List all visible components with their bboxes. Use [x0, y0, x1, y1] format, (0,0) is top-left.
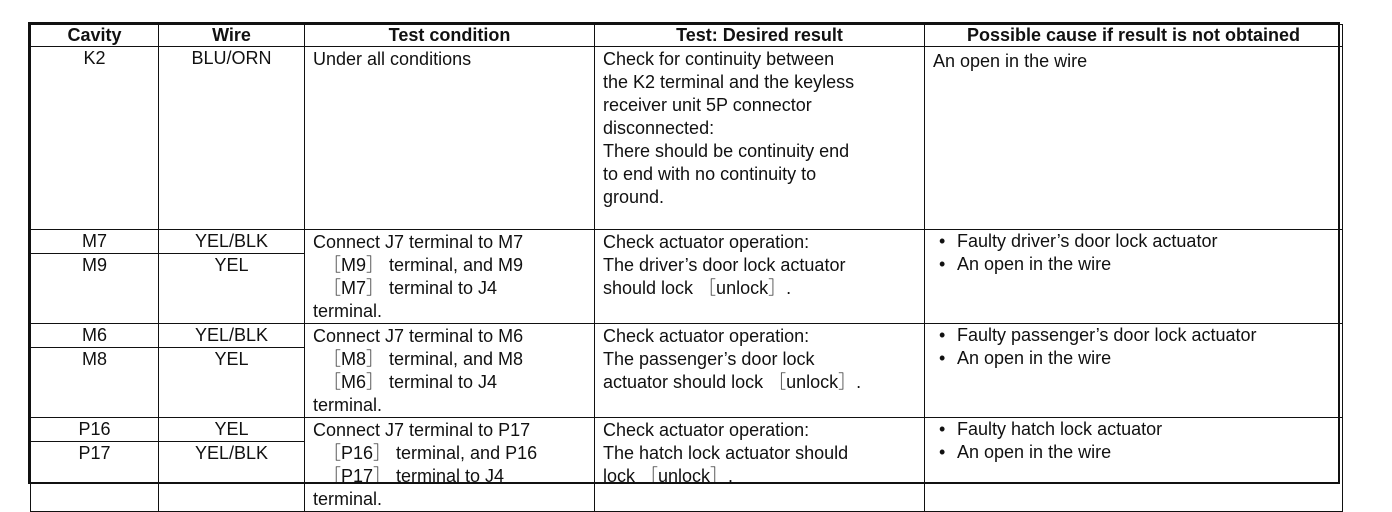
cavity-cell: [31, 230, 159, 324]
condition-line: ［M7］ terminal to J4: [323, 278, 498, 298]
condition-line: Under all conditions: [313, 49, 472, 69]
cause-item: • An open in the wire: [939, 347, 1342, 370]
condition-line: ［P17］ terminal to J4: [323, 466, 505, 486]
result-line: Check actuator operation:: [603, 420, 810, 440]
result-line: lock ［unlock］.: [603, 466, 734, 486]
cause-item: • Faulty hatch lock actuator: [939, 418, 1342, 441]
result-line: the K2 terminal and the keyless: [603, 72, 855, 92]
test-table: [30, 24, 1343, 512]
result-line: to end with no continuity to: [603, 164, 817, 184]
cause-item: • Faulty driver’s door lock actuator: [939, 230, 1342, 253]
wire-value: YEL: [214, 349, 249, 369]
result-line: ground.: [603, 187, 665, 207]
condition-line: Connect J7 terminal to M7: [313, 232, 524, 252]
result-cell: [595, 418, 925, 512]
table-row: [31, 230, 1343, 324]
cavity-cell: [31, 418, 159, 512]
wire-value: YEL: [159, 418, 304, 442]
result-line: The hatch lock actuator should: [603, 443, 849, 463]
result-line: The driver’s door lock actuator: [603, 255, 846, 275]
wire-value: YEL: [214, 255, 249, 275]
header-cavity: Cavity: [31, 25, 159, 47]
wire-cell: [159, 418, 305, 512]
result-cell: [595, 324, 925, 418]
cavity-value: M7: [31, 230, 158, 254]
result-cell: [595, 47, 925, 230]
cavity-cell: [31, 324, 159, 418]
wire-value: YEL/BLK: [159, 230, 304, 254]
test-table-sheet: [28, 22, 1340, 509]
condition-line: terminal.: [313, 301, 383, 321]
cause-cell: [925, 418, 1343, 512]
table-row: [31, 47, 1343, 230]
condition-cell: [305, 47, 595, 230]
header-wire: Wire: [159, 25, 305, 47]
condition-cell: [305, 230, 595, 324]
condition-line: terminal.: [313, 489, 383, 509]
cause-cell: [925, 230, 1343, 324]
table-row: [31, 418, 1343, 512]
header-possible-cause: Possible cause if result is not obtained: [925, 25, 1343, 47]
wire-value: YEL/BLK: [159, 324, 304, 348]
cavity-value: K2: [83, 48, 106, 68]
wire-value: BLU/ORN: [191, 48, 272, 68]
condition-cell: [305, 418, 595, 512]
result-line: should lock ［unlock］.: [603, 278, 792, 298]
cavity-value: M9: [81, 255, 107, 275]
condition-line: ［M6］ terminal to J4: [323, 372, 498, 392]
table-row: [31, 324, 1343, 418]
wire-value: YEL/BLK: [194, 443, 269, 463]
result-line: disconnected:: [603, 118, 715, 138]
result-line: Check actuator operation:: [603, 232, 810, 252]
cause-item: • An open in the wire: [939, 253, 1342, 276]
cavity-value: M6: [31, 324, 158, 348]
result-line: receiver unit 5P connector: [603, 95, 812, 115]
condition-line: Connect J7 terminal to M6: [313, 326, 524, 346]
condition-cell: [305, 324, 595, 418]
cause-cell: [925, 47, 1343, 230]
header-test-condition: Test condition: [305, 25, 595, 47]
cavity-value: P17: [78, 443, 111, 463]
cause-list: [925, 324, 1342, 370]
cause-list: [925, 230, 1342, 276]
condition-line: ［P16］ terminal, and P16: [323, 443, 538, 463]
result-line: Check for continuity between: [603, 49, 835, 69]
condition-line: terminal.: [313, 395, 383, 415]
header-row: [31, 25, 1343, 47]
condition-line: Connect J7 terminal to P17: [313, 420, 531, 440]
cavity-value: P16: [31, 418, 158, 442]
cavity-value: M8: [81, 349, 107, 369]
result-line: The passenger’s door lock: [603, 349, 815, 369]
result-line: There should be continuity end: [603, 141, 850, 161]
cause-item: • Faulty passenger’s door lock actuator: [939, 324, 1342, 347]
condition-line: ［M9］ terminal, and M9: [323, 255, 524, 275]
wire-cell: [159, 324, 305, 418]
cause-line: An open in the wire: [933, 51, 1088, 71]
result-line: Check actuator operation:: [603, 326, 810, 346]
result-line: actuator should lock ［unlock］.: [603, 372, 862, 392]
condition-line: ［M8］ terminal, and M8: [323, 349, 524, 369]
cause-list: [925, 418, 1342, 464]
wire-cell: [159, 47, 305, 230]
cause-item: • An open in the wire: [939, 441, 1342, 464]
wire-cell: [159, 230, 305, 324]
header-desired-result: Test: Desired result: [595, 25, 925, 47]
result-cell: [595, 230, 925, 324]
cavity-cell: [31, 47, 159, 230]
cause-cell: [925, 324, 1343, 418]
